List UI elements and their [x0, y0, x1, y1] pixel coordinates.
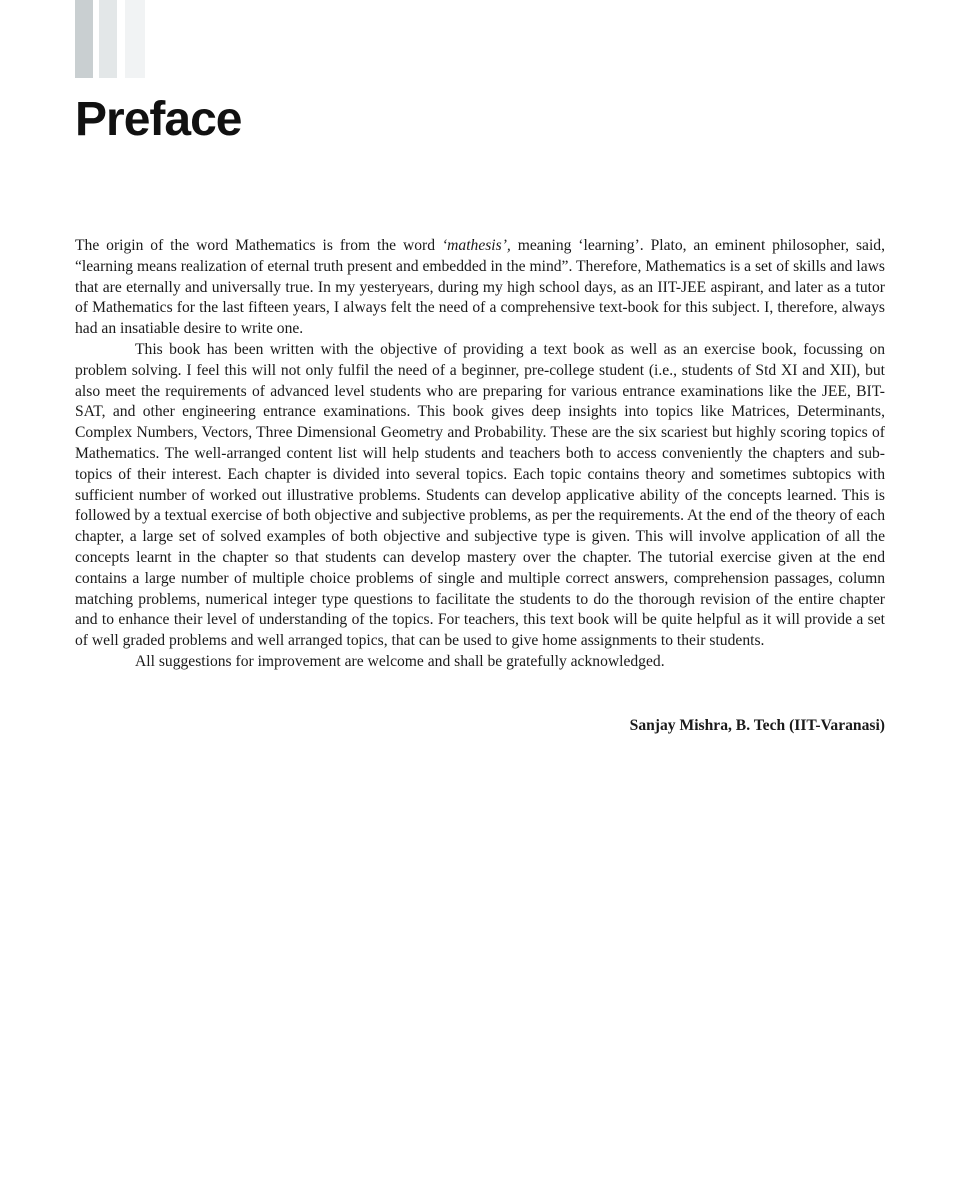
preface-body: [75, 236, 885, 673]
paragraph-text: meaning ‘learning’. Plato, an eminent philosopher, said, “learning means realization of eternal truth present and embedded in the mind”. Therefore, Mathematics is a set of skills and laws that are eternally and universally true. In my yesteryears, during my high school days, as an IIT-JEE aspirant, and later as a tutor of Mathematics for the last fifteen years, I always felt the need of a comprehensive text-book for this subject. I, therefore, always had an insatiable desire to write one.: [75, 237, 886, 338]
decorative-bar: [99, 0, 117, 78]
paragraph-objective: This book has been written with the objective of providing a text book as well as an exercise book, focussing on problem solving. I feel this will not only fulfil the need of a beginner, pre-college student (i.e., students of Std XI and XII), but also meet the requirements of advanced level students who are preparing for various entrance examinations like the JEE, BIT-SAT, and other engineering entrance examinations. This book gives deep insights into topics like Matrices, Determinants, Complex Numbers, Vectors, Three Dimensional Geometry and Probability. These are the six scariest but highly scoring topics of Mathematics. The well-arranged content list will help students and teachers both to access conveniently the chapters and sub-topics of their interest. Each chapter is divided into several topics. Each topic contains theory and sometimes subtopics with sufficient number of worked out illustrative problems. Students can develop applicative ability of the concepts learned. This is followed by a textual exercise of both objective and subjective problems, as per the requirements. At the end of the theory of each chapter, a large set of solved examples of both objective and subjective type is given. This will involve application of all the concepts learnt in the chapter so that students can develop mastery over the chapter. The tutorial exercise given at the end contains a large number of multiple choice problems of single and multiple correct answers, comprehension passages, column matching problems, numerical integer type questions to facilitate the students to do the thorough revision of the entire chapter and to enhance their level of understanding of the topics. For teachers, this text book will be quite helpful as it will provide a set of well graded problems and well arranged topics, that can be used to give home assignments to their students.: [75, 340, 885, 650]
decorative-bar: [125, 0, 145, 78]
page-title: Preface: [75, 93, 242, 146]
italic-term: ‘mathesis’,: [441, 237, 511, 254]
decorative-bar: [75, 0, 93, 78]
paragraph-text: The origin of the word Mathematics is from the word: [75, 237, 442, 254]
author-signature: Sanjay Mishra, B. Tech (IIT-Varanasi): [629, 717, 885, 734]
paragraph-origin: [75, 236, 885, 340]
paragraph-suggestions: All suggestions for improvement are welcome and shall be gratefully acknowledged.: [135, 652, 665, 670]
